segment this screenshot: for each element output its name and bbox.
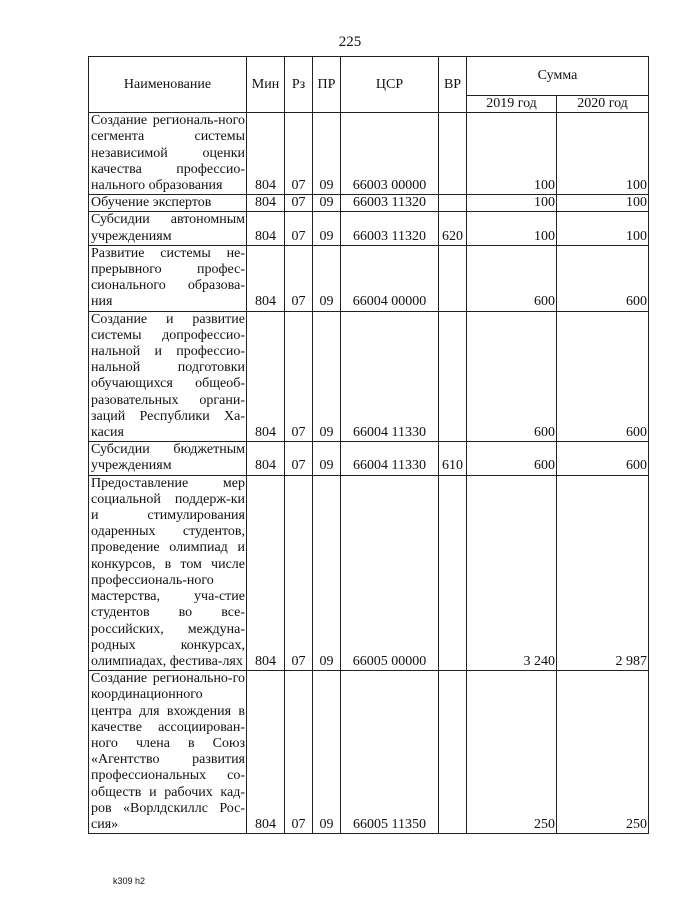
cell-vr: 610 — [439, 442, 467, 475]
cell-vr — [439, 195, 467, 212]
cell-pr: 09 — [313, 475, 341, 670]
cell-min: 804 — [247, 442, 285, 475]
cell-pr: 09 — [313, 212, 341, 245]
cell-y2020: 100 — [557, 212, 649, 245]
cell-csr: 66004 00000 — [341, 245, 439, 311]
cell-csr: 66003 00000 — [341, 113, 439, 195]
header-pr: ПР — [313, 57, 341, 113]
header-csr: ЦСР — [341, 57, 439, 113]
cell-y2020: 600 — [557, 311, 649, 442]
cell-y2020: 600 — [557, 442, 649, 475]
cell-csr: 66003 11320 — [341, 212, 439, 245]
cell-y2020: 600 — [557, 245, 649, 311]
cell-pr: 09 — [313, 113, 341, 195]
cell-name: Субсидии бюджетным учреждениям — [89, 442, 247, 475]
cell-y2019: 100 — [467, 195, 557, 212]
budget-table — [88, 56, 649, 834]
header-vr: ВР — [439, 57, 467, 113]
cell-vr — [439, 311, 467, 442]
cell-y2020: 2 987 — [557, 475, 649, 670]
cell-csr: 66004 11330 — [341, 311, 439, 442]
cell-rz: 07 — [285, 195, 313, 212]
cell-vr: 620 — [439, 212, 467, 245]
cell-vr — [439, 475, 467, 670]
cell-y2019: 600 — [467, 245, 557, 311]
cell-vr — [439, 113, 467, 195]
table-row — [89, 671, 649, 834]
table-row — [89, 113, 649, 195]
table-row — [89, 195, 649, 212]
header-2020: 2020 год — [557, 96, 649, 113]
cell-min: 804 — [247, 311, 285, 442]
header-rz: Рз — [285, 57, 313, 113]
cell-rz: 07 — [285, 475, 313, 670]
cell-rz: 07 — [285, 311, 313, 442]
cell-csr: 66005 00000 — [341, 475, 439, 670]
cell-min: 804 — [247, 671, 285, 834]
cell-name: Обучение экспертов — [89, 195, 247, 212]
cell-min: 804 — [247, 212, 285, 245]
table-body — [89, 113, 649, 834]
page-number: 225 — [338, 34, 362, 50]
cell-min: 804 — [247, 195, 285, 212]
table-row — [89, 475, 649, 670]
cell-name: Создание и развитие системы допрофессио-нальной и профессио-нальной подготовки обучающихся общеоб-разовательных органи-заций Республики Ха-касия — [89, 311, 247, 442]
table-row — [89, 442, 649, 475]
cell-name: Развитие системы не-прерывного профес-сионального образова-ния — [89, 245, 247, 311]
cell-pr: 09 — [313, 671, 341, 834]
header-name: Наименование — [89, 57, 247, 113]
cell-csr: 66003 11320 — [341, 195, 439, 212]
cell-y2019: 600 — [467, 442, 557, 475]
cell-pr: 09 — [313, 245, 341, 311]
cell-min: 804 — [247, 113, 285, 195]
cell-vr — [439, 671, 467, 834]
cell-name: Создание регионально-го координационного центра для вхождения в качестве ассоциирован-ного члена в Союз «Агентство развития профессиональных со-обществ и рабочих кад-ров «Ворлдскиллс Рос-сия» — [89, 671, 247, 834]
cell-rz: 07 — [285, 671, 313, 834]
cell-pr: 09 — [313, 195, 341, 212]
cell-rz: 07 — [285, 245, 313, 311]
cell-y2020: 100 — [557, 195, 649, 212]
cell-rz: 07 — [285, 442, 313, 475]
cell-csr: 66004 11330 — [341, 442, 439, 475]
cell-y2019: 100 — [467, 113, 557, 195]
cell-rz: 07 — [285, 113, 313, 195]
cell-y2019: 600 — [467, 311, 557, 442]
header-sum: Сумма — [467, 57, 649, 96]
cell-y2020: 100 — [557, 113, 649, 195]
cell-name: Субсидии автономным учреждениям — [89, 212, 247, 245]
footer-code: k309 h2 — [113, 876, 146, 886]
cell-y2019: 250 — [467, 671, 557, 834]
cell-min: 804 — [247, 475, 285, 670]
cell-csr: 66005 11350 — [341, 671, 439, 834]
table-row — [89, 245, 649, 311]
cell-min: 804 — [247, 245, 285, 311]
cell-rz: 07 — [285, 212, 313, 245]
cell-vr — [439, 245, 467, 311]
cell-name: Предоставление мер социальной поддерж-ки и стимулирования одаренных студентов, проведение олимпиад и конкурсов, в том числе профессиональ-ного мастерства, уча-стие студентов во все-российских, междуна-родных конкурсах, олимпиадах, фестива-лях — [89, 475, 247, 670]
header-2019: 2019 год — [467, 96, 557, 113]
table-row — [89, 311, 649, 442]
table-row — [89, 212, 649, 245]
cell-y2019: 100 — [467, 212, 557, 245]
cell-name: Создание региональ-ного сегмента системы независимой оценки качества профессио-нального образования — [89, 113, 247, 195]
header-min: Мин — [247, 57, 285, 113]
cell-y2020: 250 — [557, 671, 649, 834]
cell-pr: 09 — [313, 442, 341, 475]
cell-y2019: 3 240 — [467, 475, 557, 670]
cell-pr: 09 — [313, 311, 341, 442]
